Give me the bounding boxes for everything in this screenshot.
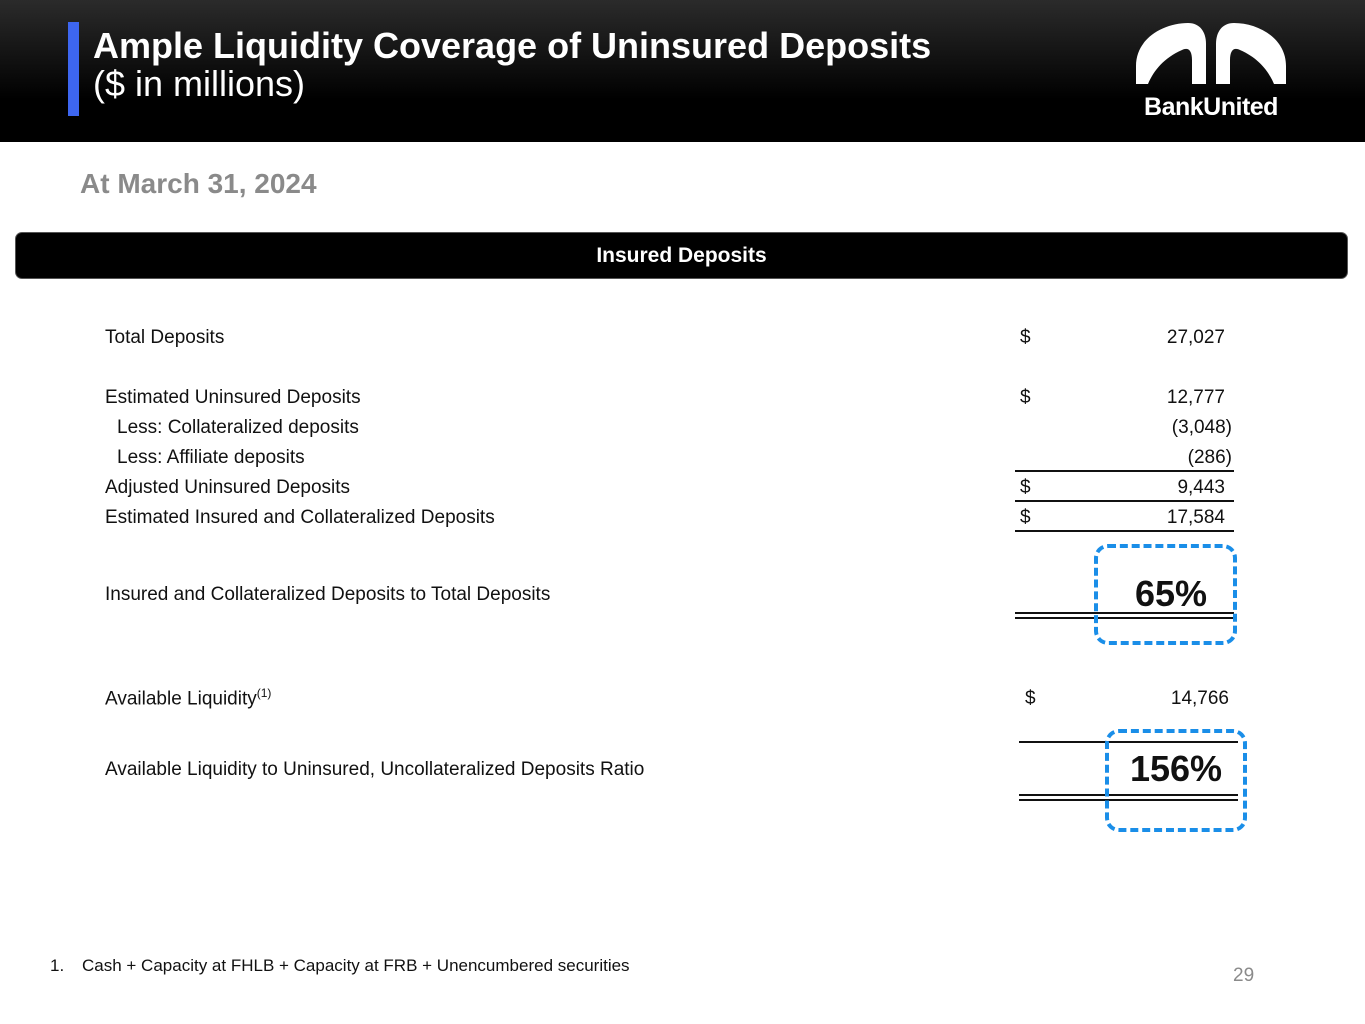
est-insured-collat-value: 17,584 <box>1166 507 1225 528</box>
less-affiliate-label: Less: Affiliate deposits <box>117 447 305 468</box>
insured-ratio-value: 65% <box>1134 573 1208 614</box>
liquidity-ratio-value: 156% <box>1129 748 1223 789</box>
less-collateralized-label: Less: Collateralized deposits <box>117 417 359 438</box>
total-bottom-rule <box>1015 530 1234 532</box>
total-deposits-currency: $ <box>1020 327 1031 348</box>
logo-wordmark: BankUnited <box>1144 93 1278 121</box>
est-uninsured-value: 12,777 <box>1166 387 1225 408</box>
less-collateralized-value: (3,048) <box>1171 417 1232 438</box>
title-accent-bar <box>68 22 79 116</box>
liquidity-ratio-label: Available Liquidity to Uninsured, Uncollateralized Deposits Ratio <box>105 759 645 780</box>
as-of-date: At March 31, 2024 <box>80 168 317 199</box>
total-rule <box>1015 500 1234 502</box>
page-subtitle: ($ in millions) <box>93 63 306 104</box>
footnote-ref: (1) <box>256 686 272 700</box>
page-number: 29 <box>1233 965 1255 986</box>
footnote <box>50 956 630 976</box>
less-affiliate-value: (286) <box>1187 447 1232 468</box>
insured-ratio-label: Insured and Collateralized Deposits to Total Deposits <box>105 584 551 605</box>
available-liquidity-label-text: Available Liquidity <box>105 688 257 710</box>
adj-uninsured-currency: $ <box>1020 477 1031 498</box>
total-deposits-value: 27,027 <box>1166 327 1225 348</box>
est-uninsured-label: Estimated Uninsured Deposits <box>105 387 361 408</box>
est-insured-collat-label: Estimated Insured and Collateralized Deposits <box>105 507 495 528</box>
available-liquidity-value: 14,766 <box>1170 688 1229 709</box>
available-liquidity-currency: $ <box>1025 688 1036 709</box>
footnote-number: 1. <box>50 956 65 975</box>
adj-uninsured-value: 9,443 <box>1177 477 1225 498</box>
subtotal-rule <box>1015 470 1234 472</box>
footnote-text: Cash + Capacity at FHLB + Capacity at FRB + Unencumbered securities <box>82 956 630 975</box>
section-header-insured-deposits: Insured Deposits <box>15 232 1348 279</box>
adj-uninsured-label: Adjusted Uninsured Deposits <box>105 477 351 498</box>
page-title: Ample Liquidity Coverage of Uninsured Deposits <box>93 25 932 66</box>
total-deposits-label: Total Deposits <box>105 327 225 348</box>
est-insured-collat-currency: $ <box>1020 507 1031 528</box>
est-uninsured-currency: $ <box>1020 387 1031 408</box>
available-liquidity-label <box>105 686 271 710</box>
